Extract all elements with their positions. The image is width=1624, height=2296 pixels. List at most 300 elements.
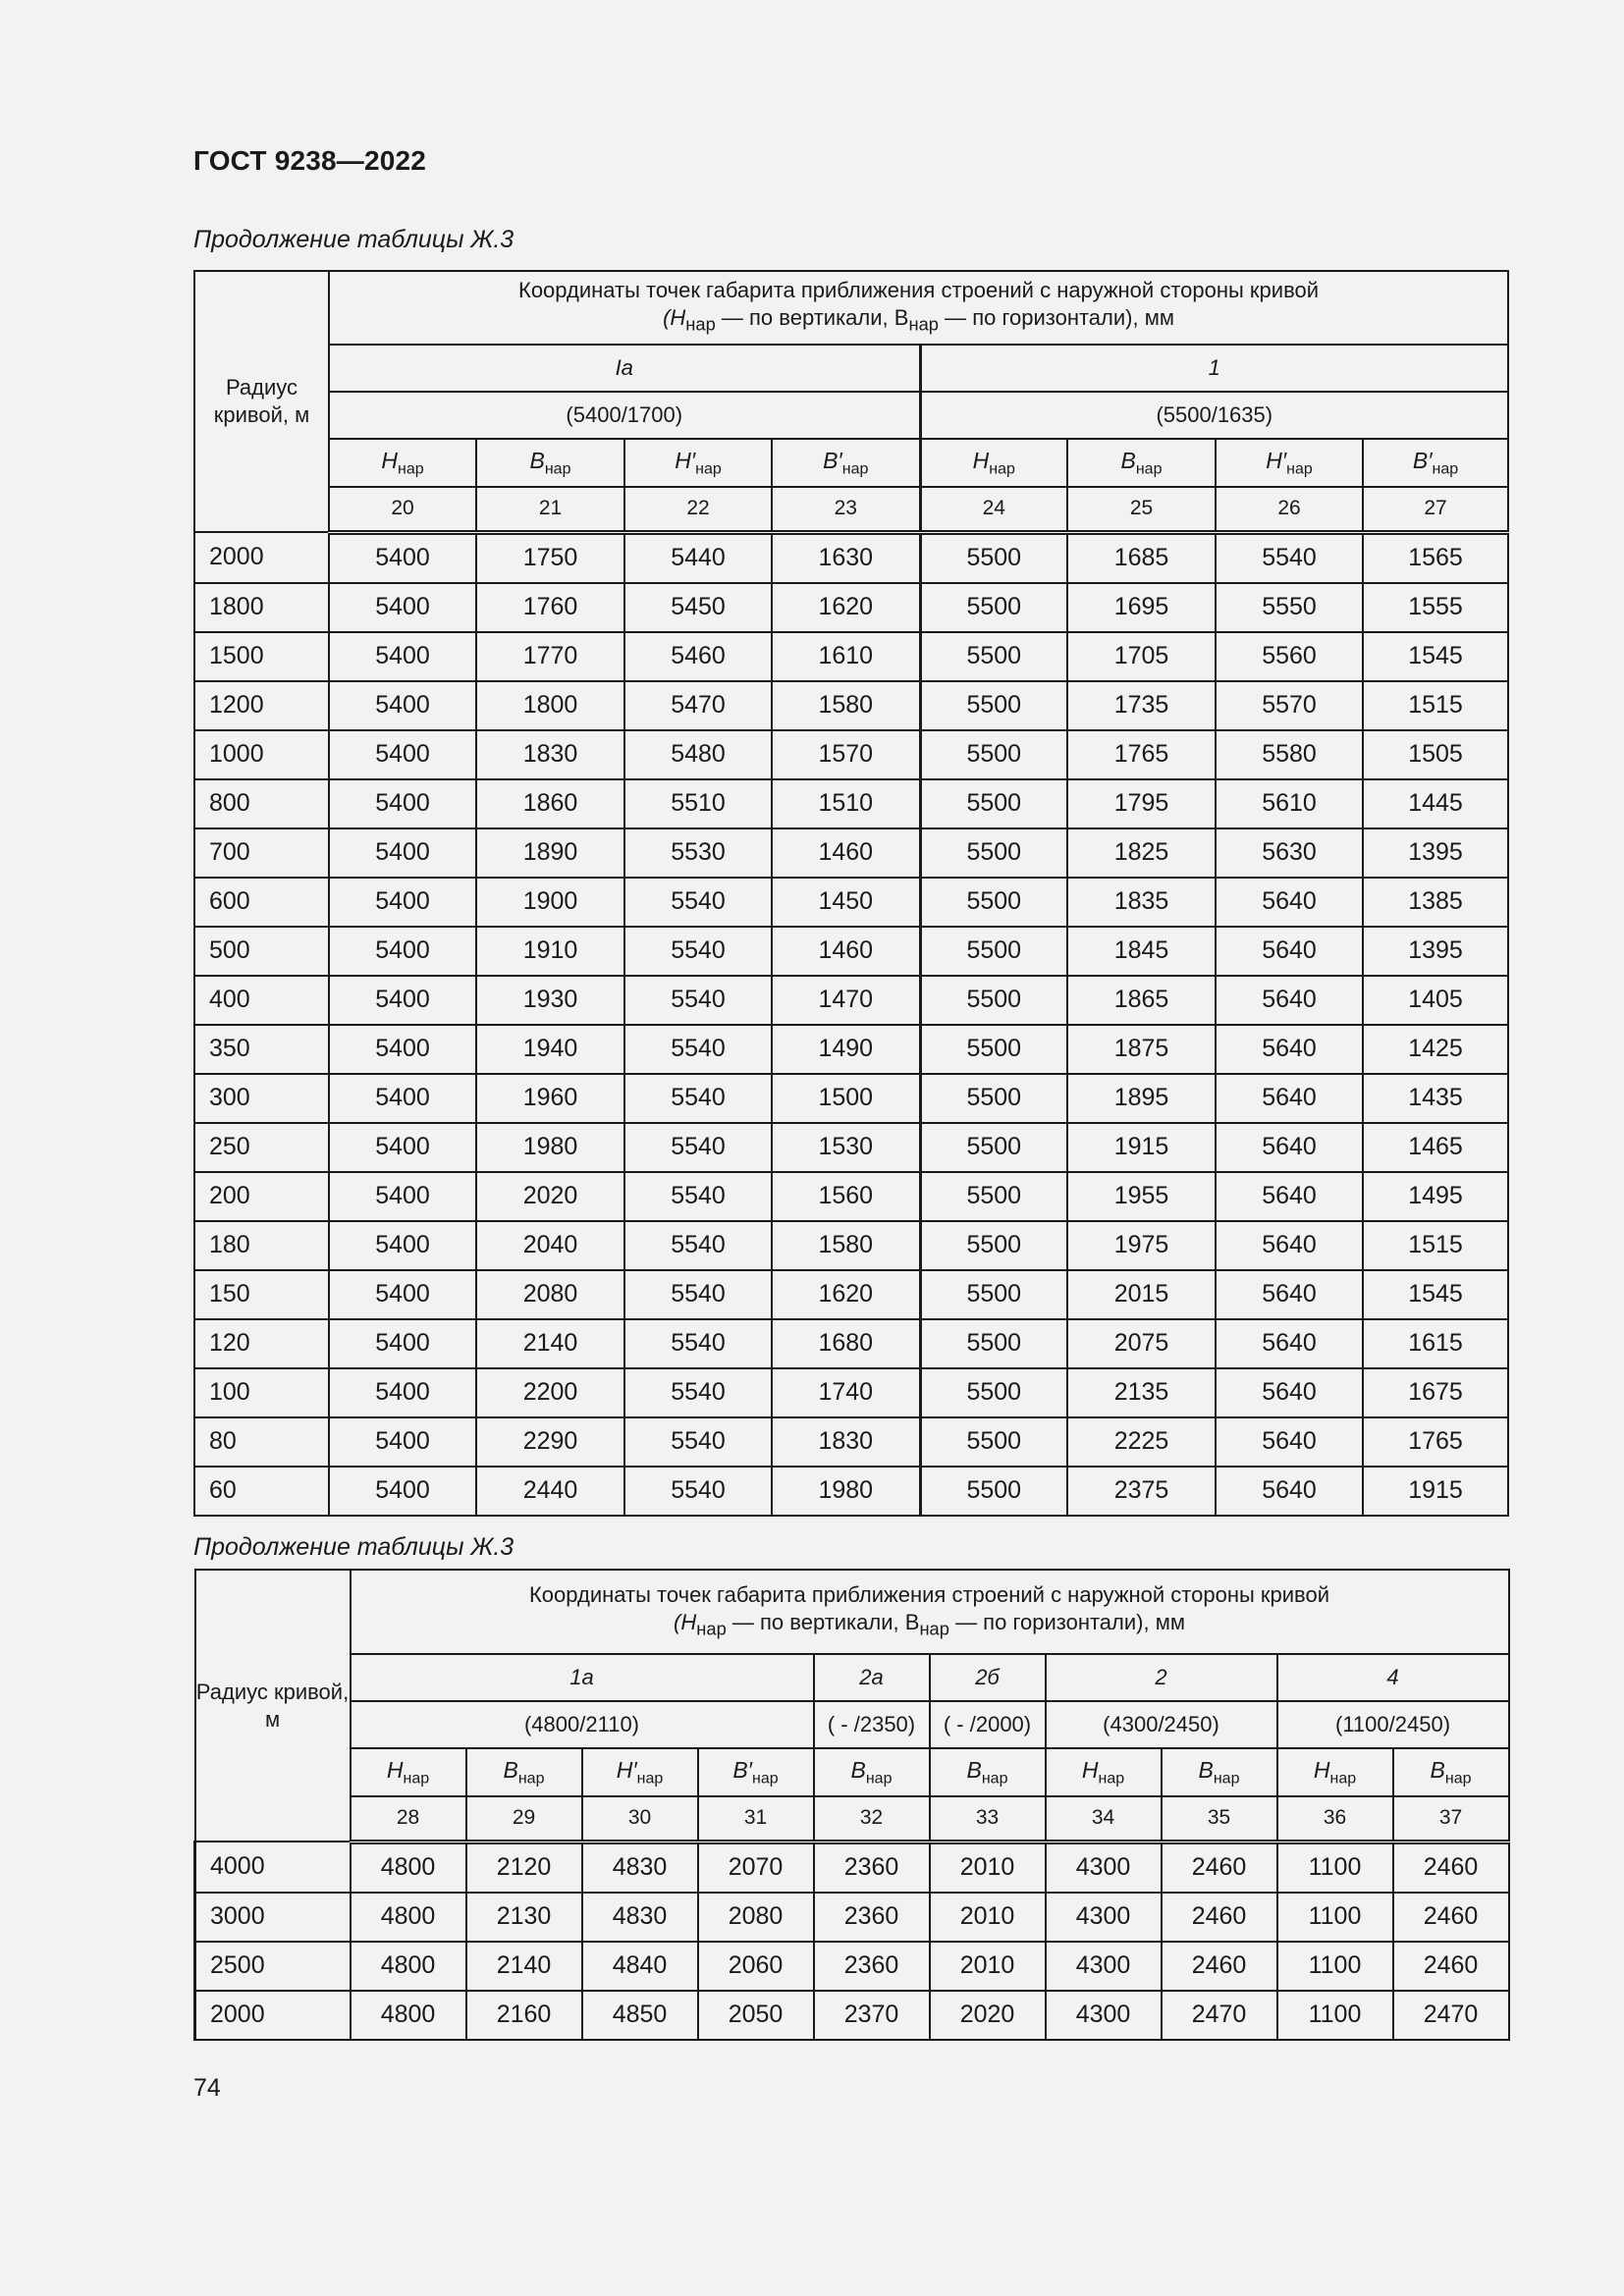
value-cell: 5640 bbox=[1216, 1319, 1363, 1368]
value-cell: 1395 bbox=[1363, 927, 1508, 976]
value-cell: 2225 bbox=[1067, 1417, 1216, 1467]
group-dimensions: ( - /2000) bbox=[930, 1701, 1046, 1748]
value-cell: 5400 bbox=[329, 583, 476, 632]
value-cell: 1515 bbox=[1363, 1221, 1508, 1270]
radius-cell: 400 bbox=[194, 976, 329, 1025]
value-cell: 5560 bbox=[1216, 632, 1363, 681]
column-symbol: $H'_{нар}$ bbox=[582, 1748, 698, 1796]
value-cell: 5400 bbox=[329, 632, 476, 681]
table-row bbox=[194, 1319, 1508, 1368]
value-cell: 2200 bbox=[476, 1368, 624, 1417]
value-cell: 5500 bbox=[920, 681, 1067, 730]
value-cell: 5510 bbox=[624, 779, 772, 828]
value-cell: 1450 bbox=[772, 878, 920, 927]
value-cell: 5540 bbox=[624, 1417, 772, 1467]
value-cell: 1405 bbox=[1363, 976, 1508, 1025]
value-cell: 5500 bbox=[920, 730, 1067, 779]
column-number: 33 bbox=[930, 1796, 1046, 1842]
table-row bbox=[195, 1893, 1509, 1942]
value-cell: 5480 bbox=[624, 730, 772, 779]
value-cell: 2470 bbox=[1393, 1991, 1509, 2040]
value-cell: 5500 bbox=[920, 779, 1067, 828]
column-number: 30 bbox=[582, 1796, 698, 1842]
column-symbol: $H_{нар}$ bbox=[920, 439, 1067, 487]
value-cell: 5400 bbox=[329, 681, 476, 730]
value-cell: 1465 bbox=[1363, 1123, 1508, 1172]
value-cell: 1495 bbox=[1363, 1172, 1508, 1221]
value-cell: 2160 bbox=[466, 1991, 582, 2040]
value-cell: 2360 bbox=[814, 1893, 930, 1942]
value-cell: 2290 bbox=[476, 1417, 624, 1467]
table-row bbox=[194, 681, 1508, 730]
column-symbol: $B_{нар}$ bbox=[1393, 1748, 1509, 1796]
value-cell: 5540 bbox=[624, 1221, 772, 1270]
radius-cell: 3000 bbox=[195, 1893, 351, 1942]
group-name: Iа bbox=[329, 345, 920, 392]
value-cell: 5500 bbox=[920, 1368, 1067, 1417]
value-cell: 5400 bbox=[329, 1172, 476, 1221]
value-cell: 1490 bbox=[772, 1025, 920, 1074]
table-row bbox=[194, 1221, 1508, 1270]
value-cell: 5470 bbox=[624, 681, 772, 730]
value-cell: 1735 bbox=[1067, 681, 1216, 730]
value-cell: 1580 bbox=[772, 681, 920, 730]
value-cell: 1545 bbox=[1363, 1270, 1508, 1319]
value-cell: 5400 bbox=[329, 532, 476, 583]
radius-cell: 150 bbox=[194, 1270, 329, 1319]
table-caption: Продолжение таблицы Ж.3 bbox=[193, 1533, 514, 1561]
column-number: 29 bbox=[466, 1796, 582, 1842]
page-number: 74 bbox=[193, 2074, 221, 2102]
value-cell: 2370 bbox=[814, 1991, 930, 2040]
value-cell: 1555 bbox=[1363, 583, 1508, 632]
value-cell: 1915 bbox=[1067, 1123, 1216, 1172]
value-cell: 2020 bbox=[930, 1991, 1046, 2040]
group-dimensions: (4300/2450) bbox=[1046, 1701, 1277, 1748]
value-cell: 5610 bbox=[1216, 779, 1363, 828]
value-cell: 1500 bbox=[772, 1074, 920, 1123]
column-number: 26 bbox=[1216, 487, 1363, 532]
value-cell: 1740 bbox=[772, 1368, 920, 1417]
value-cell: 2460 bbox=[1393, 1942, 1509, 1991]
value-cell: 5500 bbox=[920, 1025, 1067, 1074]
value-cell: 4800 bbox=[351, 1842, 466, 1893]
coordinates-table-2 bbox=[193, 1569, 1510, 2041]
value-cell: 1620 bbox=[772, 583, 920, 632]
value-cell: 4300 bbox=[1046, 1991, 1162, 2040]
column-number: 21 bbox=[476, 487, 624, 532]
value-cell: 5640 bbox=[1216, 1172, 1363, 1221]
value-cell: 5500 bbox=[920, 878, 1067, 927]
value-cell: 1915 bbox=[1363, 1467, 1508, 1516]
value-cell: 2080 bbox=[698, 1893, 814, 1942]
value-cell: 5540 bbox=[624, 878, 772, 927]
table-caption: Продолжение таблицы Ж.3 bbox=[193, 226, 514, 253]
column-number: 24 bbox=[920, 487, 1067, 532]
value-cell: 1955 bbox=[1067, 1172, 1216, 1221]
table-row bbox=[194, 532, 1508, 583]
value-cell: 2010 bbox=[930, 1842, 1046, 1893]
value-cell: 1835 bbox=[1067, 878, 1216, 927]
value-cell: 2020 bbox=[476, 1172, 624, 1221]
value-cell: 5640 bbox=[1216, 927, 1363, 976]
radius-header: Радиус кривой, м bbox=[195, 1570, 351, 1842]
value-cell: 1800 bbox=[476, 681, 624, 730]
value-cell: 1860 bbox=[476, 779, 624, 828]
value-cell: 2080 bbox=[476, 1270, 624, 1319]
value-cell: 5640 bbox=[1216, 1417, 1363, 1467]
value-cell: 5580 bbox=[1216, 730, 1363, 779]
table-row bbox=[194, 583, 1508, 632]
value-cell: 1580 bbox=[772, 1221, 920, 1270]
value-cell: 1530 bbox=[772, 1123, 920, 1172]
value-cell: 1100 bbox=[1277, 1991, 1393, 2040]
value-cell: 5540 bbox=[624, 1074, 772, 1123]
value-cell: 2460 bbox=[1393, 1893, 1509, 1942]
value-cell: 5540 bbox=[624, 1319, 772, 1368]
value-cell: 1425 bbox=[1363, 1025, 1508, 1074]
value-cell: 5500 bbox=[920, 1467, 1067, 1516]
value-cell: 2140 bbox=[476, 1319, 624, 1368]
value-cell: 5640 bbox=[1216, 1467, 1363, 1516]
value-cell: 5500 bbox=[920, 1319, 1067, 1368]
value-cell: 5400 bbox=[329, 878, 476, 927]
group-name: 4 bbox=[1277, 1654, 1509, 1701]
value-cell: 1685 bbox=[1067, 532, 1216, 583]
value-cell: 1505 bbox=[1363, 730, 1508, 779]
value-cell: 5400 bbox=[329, 1025, 476, 1074]
radius-cell: 200 bbox=[194, 1172, 329, 1221]
value-cell: 1825 bbox=[1067, 828, 1216, 878]
radius-cell: 120 bbox=[194, 1319, 329, 1368]
value-cell: 1865 bbox=[1067, 976, 1216, 1025]
value-cell: 2135 bbox=[1067, 1368, 1216, 1417]
value-cell: 1100 bbox=[1277, 1842, 1393, 1893]
value-cell: 1705 bbox=[1067, 632, 1216, 681]
value-cell: 1765 bbox=[1067, 730, 1216, 779]
value-cell: 1545 bbox=[1363, 632, 1508, 681]
group-name: 2 bbox=[1046, 1654, 1277, 1701]
table-row bbox=[194, 1417, 1508, 1467]
value-cell: 2375 bbox=[1067, 1467, 1216, 1516]
radius-cell: 2500 bbox=[195, 1942, 351, 1991]
value-cell: 5640 bbox=[1216, 1025, 1363, 1074]
table-row bbox=[194, 1074, 1508, 1123]
value-cell: 5400 bbox=[329, 828, 476, 878]
value-cell: 2060 bbox=[698, 1942, 814, 1991]
value-cell: 1940 bbox=[476, 1025, 624, 1074]
value-cell: 2010 bbox=[930, 1893, 1046, 1942]
column-number: 32 bbox=[814, 1796, 930, 1842]
value-cell: 1930 bbox=[476, 976, 624, 1025]
value-cell: 5400 bbox=[329, 1417, 476, 1467]
column-number: 37 bbox=[1393, 1796, 1509, 1842]
group-dimensions: (5400/1700) bbox=[329, 392, 920, 439]
value-cell: 2070 bbox=[698, 1842, 814, 1893]
value-cell: 1445 bbox=[1363, 779, 1508, 828]
value-cell: 4800 bbox=[351, 1991, 466, 2040]
radius-cell: 4000 bbox=[195, 1842, 351, 1893]
value-cell: 5550 bbox=[1216, 583, 1363, 632]
value-cell: 1620 bbox=[772, 1270, 920, 1319]
value-cell: 5400 bbox=[329, 1467, 476, 1516]
value-cell: 4830 bbox=[582, 1842, 698, 1893]
value-cell: 1510 bbox=[772, 779, 920, 828]
group-name: 1 bbox=[920, 345, 1508, 392]
value-cell: 5400 bbox=[329, 1368, 476, 1417]
value-cell: 1675 bbox=[1363, 1368, 1508, 1417]
value-cell: 2015 bbox=[1067, 1270, 1216, 1319]
value-cell: 4300 bbox=[1046, 1893, 1162, 1942]
column-symbol: $H_{нар}$ bbox=[329, 439, 476, 487]
radius-cell: 500 bbox=[194, 927, 329, 976]
value-cell: 2140 bbox=[466, 1942, 582, 1991]
table-row bbox=[194, 730, 1508, 779]
group-name: 2б bbox=[930, 1654, 1046, 1701]
column-symbol: $B'_{нар}$ bbox=[698, 1748, 814, 1796]
column-number: 27 bbox=[1363, 487, 1508, 532]
radius-cell: 600 bbox=[194, 878, 329, 927]
value-cell: 5640 bbox=[1216, 1221, 1363, 1270]
table-row bbox=[194, 976, 1508, 1025]
value-cell: 1460 bbox=[772, 927, 920, 976]
value-cell: 2460 bbox=[1162, 1893, 1277, 1942]
value-cell: 5540 bbox=[624, 1368, 772, 1417]
value-cell: 1470 bbox=[772, 976, 920, 1025]
column-symbol: $B_{нар}$ bbox=[930, 1748, 1046, 1796]
value-cell: 5640 bbox=[1216, 1074, 1363, 1123]
value-cell: 5530 bbox=[624, 828, 772, 878]
column-symbol: $B_{нар}$ bbox=[1162, 1748, 1277, 1796]
value-cell: 1980 bbox=[772, 1467, 920, 1516]
table-row bbox=[194, 1368, 1508, 1417]
value-cell: 5640 bbox=[1216, 1270, 1363, 1319]
value-cell: 5500 bbox=[920, 632, 1067, 681]
column-number: 25 bbox=[1067, 487, 1216, 532]
value-cell: 5500 bbox=[920, 1123, 1067, 1172]
value-cell: 1875 bbox=[1067, 1025, 1216, 1074]
value-cell: 1615 bbox=[1363, 1319, 1508, 1368]
value-cell: 5400 bbox=[329, 976, 476, 1025]
column-symbol: $H_{нар}$ bbox=[1046, 1748, 1162, 1796]
table-row bbox=[194, 1123, 1508, 1172]
table-row bbox=[194, 927, 1508, 976]
value-cell: 1680 bbox=[772, 1319, 920, 1368]
value-cell: 5540 bbox=[624, 1025, 772, 1074]
value-cell: 1890 bbox=[476, 828, 624, 878]
value-cell: 2460 bbox=[1393, 1842, 1509, 1893]
value-cell: 1460 bbox=[772, 828, 920, 878]
column-number: 22 bbox=[624, 487, 772, 532]
value-cell: 5540 bbox=[624, 976, 772, 1025]
value-cell: 1695 bbox=[1067, 583, 1216, 632]
table-title: Координаты точек габарита приближения строений с наружной стороны кривой ($H_{нар}$ — по вертикали, $B_{нар}$ — по горизонтали), мм bbox=[329, 271, 1508, 345]
table-row bbox=[195, 1942, 1509, 1991]
value-cell: 5500 bbox=[920, 828, 1067, 878]
value-cell: 5500 bbox=[920, 583, 1067, 632]
value-cell: 5640 bbox=[1216, 976, 1363, 1025]
value-cell: 2470 bbox=[1162, 1991, 1277, 2040]
column-symbol: $B_{нар}$ bbox=[814, 1748, 930, 1796]
column-number: 28 bbox=[351, 1796, 466, 1842]
radius-cell: 2000 bbox=[195, 1991, 351, 2040]
column-number: 35 bbox=[1162, 1796, 1277, 1842]
value-cell: 1830 bbox=[476, 730, 624, 779]
value-cell: 2010 bbox=[930, 1942, 1046, 1991]
value-cell: 1570 bbox=[772, 730, 920, 779]
value-cell: 2360 bbox=[814, 1842, 930, 1893]
value-cell: 5630 bbox=[1216, 828, 1363, 878]
table-row bbox=[194, 1467, 1508, 1516]
radius-cell: 1000 bbox=[194, 730, 329, 779]
radius-cell: 250 bbox=[194, 1123, 329, 1172]
value-cell: 1630 bbox=[772, 532, 920, 583]
value-cell: 4800 bbox=[351, 1893, 466, 1942]
value-cell: 5400 bbox=[329, 1123, 476, 1172]
value-cell: 1830 bbox=[772, 1417, 920, 1467]
value-cell: 5500 bbox=[920, 976, 1067, 1025]
column-number: 31 bbox=[698, 1796, 814, 1842]
table-row bbox=[194, 1270, 1508, 1319]
value-cell: 5540 bbox=[624, 1270, 772, 1319]
value-cell: 1515 bbox=[1363, 681, 1508, 730]
value-cell: 1980 bbox=[476, 1123, 624, 1172]
value-cell: 5400 bbox=[329, 1270, 476, 1319]
column-symbol: $H'_{нар}$ bbox=[1216, 439, 1363, 487]
value-cell: 2120 bbox=[466, 1842, 582, 1893]
value-cell: 5500 bbox=[920, 532, 1067, 583]
group-name: 2а bbox=[814, 1654, 930, 1701]
radius-cell: 1500 bbox=[194, 632, 329, 681]
radius-cell: 1800 bbox=[194, 583, 329, 632]
group-dimensions: (4800/2110) bbox=[351, 1701, 814, 1748]
column-symbol: $B'_{нар}$ bbox=[772, 439, 920, 487]
table-row bbox=[194, 1025, 1508, 1074]
value-cell: 1435 bbox=[1363, 1074, 1508, 1123]
column-number: 34 bbox=[1046, 1796, 1162, 1842]
table-row bbox=[195, 1991, 1509, 2040]
value-cell: 4840 bbox=[582, 1942, 698, 1991]
group-dimensions: (1100/2450) bbox=[1277, 1701, 1509, 1748]
value-cell: 1565 bbox=[1363, 532, 1508, 583]
value-cell: 5540 bbox=[624, 1172, 772, 1221]
radius-cell: 180 bbox=[194, 1221, 329, 1270]
value-cell: 1395 bbox=[1363, 828, 1508, 878]
value-cell: 5500 bbox=[920, 1221, 1067, 1270]
value-cell: 1750 bbox=[476, 532, 624, 583]
value-cell: 5540 bbox=[624, 927, 772, 976]
value-cell: 1100 bbox=[1277, 1942, 1393, 1991]
value-cell: 1900 bbox=[476, 878, 624, 927]
value-cell: 5450 bbox=[624, 583, 772, 632]
value-cell: 4300 bbox=[1046, 1942, 1162, 1991]
value-cell: 5500 bbox=[920, 927, 1067, 976]
table-row bbox=[195, 1842, 1509, 1893]
value-cell: 5400 bbox=[329, 1221, 476, 1270]
value-cell: 5500 bbox=[920, 1417, 1067, 1467]
value-cell: 1960 bbox=[476, 1074, 624, 1123]
column-symbol: $H_{нар}$ bbox=[351, 1748, 466, 1796]
value-cell: 1610 bbox=[772, 632, 920, 681]
value-cell: 1975 bbox=[1067, 1221, 1216, 1270]
value-cell: 5400 bbox=[329, 927, 476, 976]
value-cell: 1765 bbox=[1363, 1417, 1508, 1467]
value-cell: 5500 bbox=[920, 1270, 1067, 1319]
value-cell: 1770 bbox=[476, 632, 624, 681]
value-cell: 5460 bbox=[624, 632, 772, 681]
radius-cell: 60 bbox=[194, 1467, 329, 1516]
radius-cell: 300 bbox=[194, 1074, 329, 1123]
column-number: 20 bbox=[329, 487, 476, 532]
value-cell: 5500 bbox=[920, 1172, 1067, 1221]
group-dimensions: (5500/1635) bbox=[920, 392, 1508, 439]
value-cell: 2075 bbox=[1067, 1319, 1216, 1368]
value-cell: 1560 bbox=[772, 1172, 920, 1221]
document-code: ГОСТ 9238—2022 bbox=[193, 145, 427, 176]
value-cell: 4830 bbox=[582, 1893, 698, 1942]
value-cell: 5570 bbox=[1216, 681, 1363, 730]
table-row bbox=[194, 632, 1508, 681]
radius-cell: 1200 bbox=[194, 681, 329, 730]
value-cell: 2050 bbox=[698, 1991, 814, 2040]
column-number: 23 bbox=[772, 487, 920, 532]
value-cell: 5640 bbox=[1216, 878, 1363, 927]
value-cell: 2440 bbox=[476, 1467, 624, 1516]
table-row bbox=[194, 1172, 1508, 1221]
column-number: 36 bbox=[1277, 1796, 1393, 1842]
value-cell: 5540 bbox=[624, 1467, 772, 1516]
value-cell: 5640 bbox=[1216, 1123, 1363, 1172]
value-cell: 1895 bbox=[1067, 1074, 1216, 1123]
value-cell: 5540 bbox=[624, 1123, 772, 1172]
value-cell: 5440 bbox=[624, 532, 772, 583]
value-cell: 1795 bbox=[1067, 779, 1216, 828]
value-cell: 1100 bbox=[1277, 1893, 1393, 1942]
value-cell: 2130 bbox=[466, 1893, 582, 1942]
column-symbol: $H_{нар}$ bbox=[1277, 1748, 1393, 1796]
value-cell: 2360 bbox=[814, 1942, 930, 1991]
table-row bbox=[194, 828, 1508, 878]
value-cell: 2460 bbox=[1162, 1842, 1277, 1893]
value-cell: 5400 bbox=[329, 1319, 476, 1368]
value-cell: 5500 bbox=[920, 1074, 1067, 1123]
column-symbol: $B_{нар}$ bbox=[476, 439, 624, 487]
coordinates-table-1 bbox=[193, 270, 1509, 1517]
value-cell: 2460 bbox=[1162, 1942, 1277, 1991]
column-symbol: $B_{нар}$ bbox=[466, 1748, 582, 1796]
value-cell: 5540 bbox=[1216, 532, 1363, 583]
group-name: 1а bbox=[351, 1654, 814, 1701]
column-symbol: $B'_{нар}$ bbox=[1363, 439, 1508, 487]
radius-cell: 80 bbox=[194, 1417, 329, 1467]
value-cell: 4800 bbox=[351, 1942, 466, 1991]
value-cell: 1760 bbox=[476, 583, 624, 632]
value-cell: 5640 bbox=[1216, 1368, 1363, 1417]
radius-cell: 2000 bbox=[194, 532, 329, 583]
radius-header: Радиус кривой, м bbox=[194, 271, 329, 532]
group-dimensions: ( - /2350) bbox=[814, 1701, 930, 1748]
column-symbol: $B_{нар}$ bbox=[1067, 439, 1216, 487]
radius-cell: 800 bbox=[194, 779, 329, 828]
value-cell: 5400 bbox=[329, 1074, 476, 1123]
table-title: Координаты точек габарита приближения строений с наружной стороны кривой ($H_{нар}$ — по вертикали, $B_{нар}$ — по горизонтали), мм bbox=[351, 1570, 1509, 1654]
value-cell: 5400 bbox=[329, 779, 476, 828]
radius-cell: 700 bbox=[194, 828, 329, 878]
value-cell: 4850 bbox=[582, 1991, 698, 2040]
value-cell: 2040 bbox=[476, 1221, 624, 1270]
value-cell: 1385 bbox=[1363, 878, 1508, 927]
column-symbol: $H'_{нар}$ bbox=[624, 439, 772, 487]
